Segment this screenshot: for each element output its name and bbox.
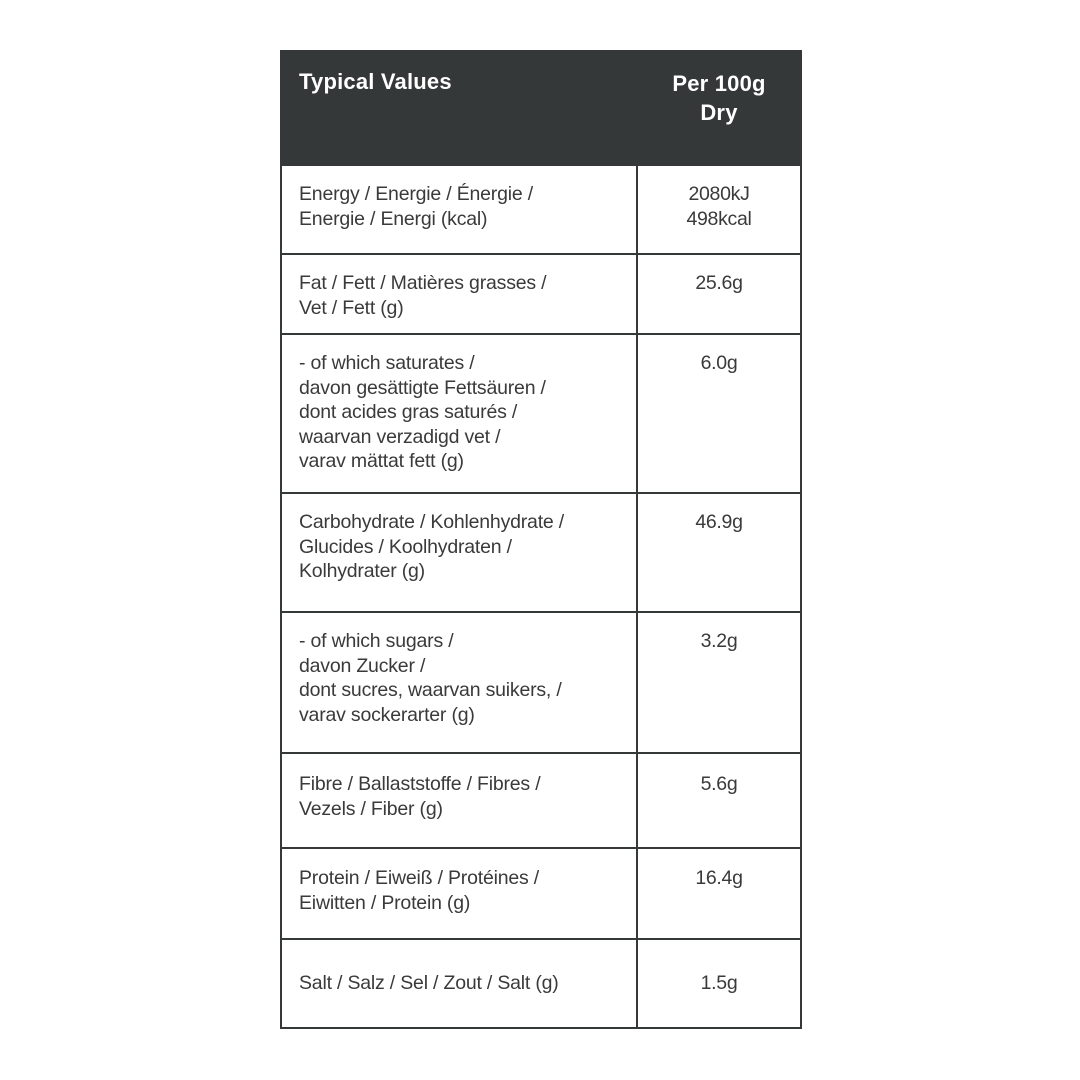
nutrient-name [282,335,638,492]
nutrient-name-line: - of which saturates / [299,352,475,374]
nutrient-name-line: waarvan verzadigd vet / [299,425,501,448]
table-row-sugars [282,613,800,754]
nutrient-value [638,494,800,611]
nutrient-name [282,940,638,1027]
nutrient-value-line: 498kcal [686,207,752,230]
nutrient-name-line: Vezels / Fiber (g) [299,797,443,820]
nutrient-name-line: Energy / Energie / Énergie / [299,183,533,205]
nutrient-value-line: 6.0g [700,352,738,374]
nutrient-value [638,166,800,253]
nutrient-value [638,613,800,752]
nutrient-name-line: davon gesättigte Fettsäuren / [299,376,546,399]
nutrient-value-line: 25.6g [695,272,743,294]
nutrient-name-line: Energie / Energi (kcal) [299,207,488,230]
nutrient-name-line: dont acides gras saturés / [299,401,518,423]
nutrient-name [282,613,638,752]
nutrient-name-line: Kolhydrater (g) [299,560,425,582]
nutrient-name-line: varav sockerarter (g) [299,703,475,726]
nutrient-value [638,754,800,847]
nutrient-name-line: varav mättat fett (g) [299,450,464,472]
nutrient-name [282,849,638,938]
table-header [282,50,800,166]
table-row-energy [282,166,800,255]
nutrient-value [638,849,800,938]
nutrient-name-line: davon Zucker / [299,654,426,677]
nutrient-name-line: Protein / Eiweiß / Protéines / [299,867,540,889]
nutrient-name-line: Salt / Salz / Sel / Zout / Salt (g) [299,972,559,994]
nutrient-name [282,255,638,333]
table-row-fat [282,255,800,335]
nutrient-name-line: Carbohydrate / Kohlenhydrate / [299,511,565,533]
nutrient-value-line: 16.4g [695,867,743,889]
nutrient-value-line: 2080kJ [688,183,750,205]
header-value-line-2: Dry [700,100,738,125]
table-row-saturates [282,335,800,494]
nutrition-table [280,50,802,1029]
table-row-carbohydrate [282,494,800,613]
nutrient-name [282,754,638,847]
nutrient-name-line: Vet / Fett (g) [299,296,404,319]
nutrient-name-line: Eiwitten / Protein (g) [299,891,471,914]
table-row-protein [282,849,800,940]
nutrient-name-line: Glucides / Koolhydraten / [299,535,512,558]
nutrient-name [282,166,638,253]
table-row-fibre [282,754,800,849]
nutrient-value [638,335,800,492]
nutrient-value-line: 46.9g [695,511,743,533]
nutrient-value-line: 3.2g [700,630,738,652]
nutrient-name-line: dont sucres, waarvan suikers, / [299,679,562,701]
table-row-salt [282,940,800,1027]
header-value-line-1: Per 100g [672,71,766,96]
nutrient-value-line: 5.6g [700,773,738,795]
nutrient-value [638,255,800,333]
header-per-100g-dry [638,50,800,166]
nutrient-value [638,940,800,1027]
nutrient-name-line: Fat / Fett / Matières grasses / [299,272,547,294]
nutrient-name-line: Fibre / Ballaststoffe / Fibres / [299,773,541,795]
nutrient-name [282,494,638,611]
header-typical-values: Typical Values [299,69,452,94]
nutrient-value-line: 1.5g [700,972,738,994]
nutrient-name-line: - of which sugars / [299,630,454,652]
